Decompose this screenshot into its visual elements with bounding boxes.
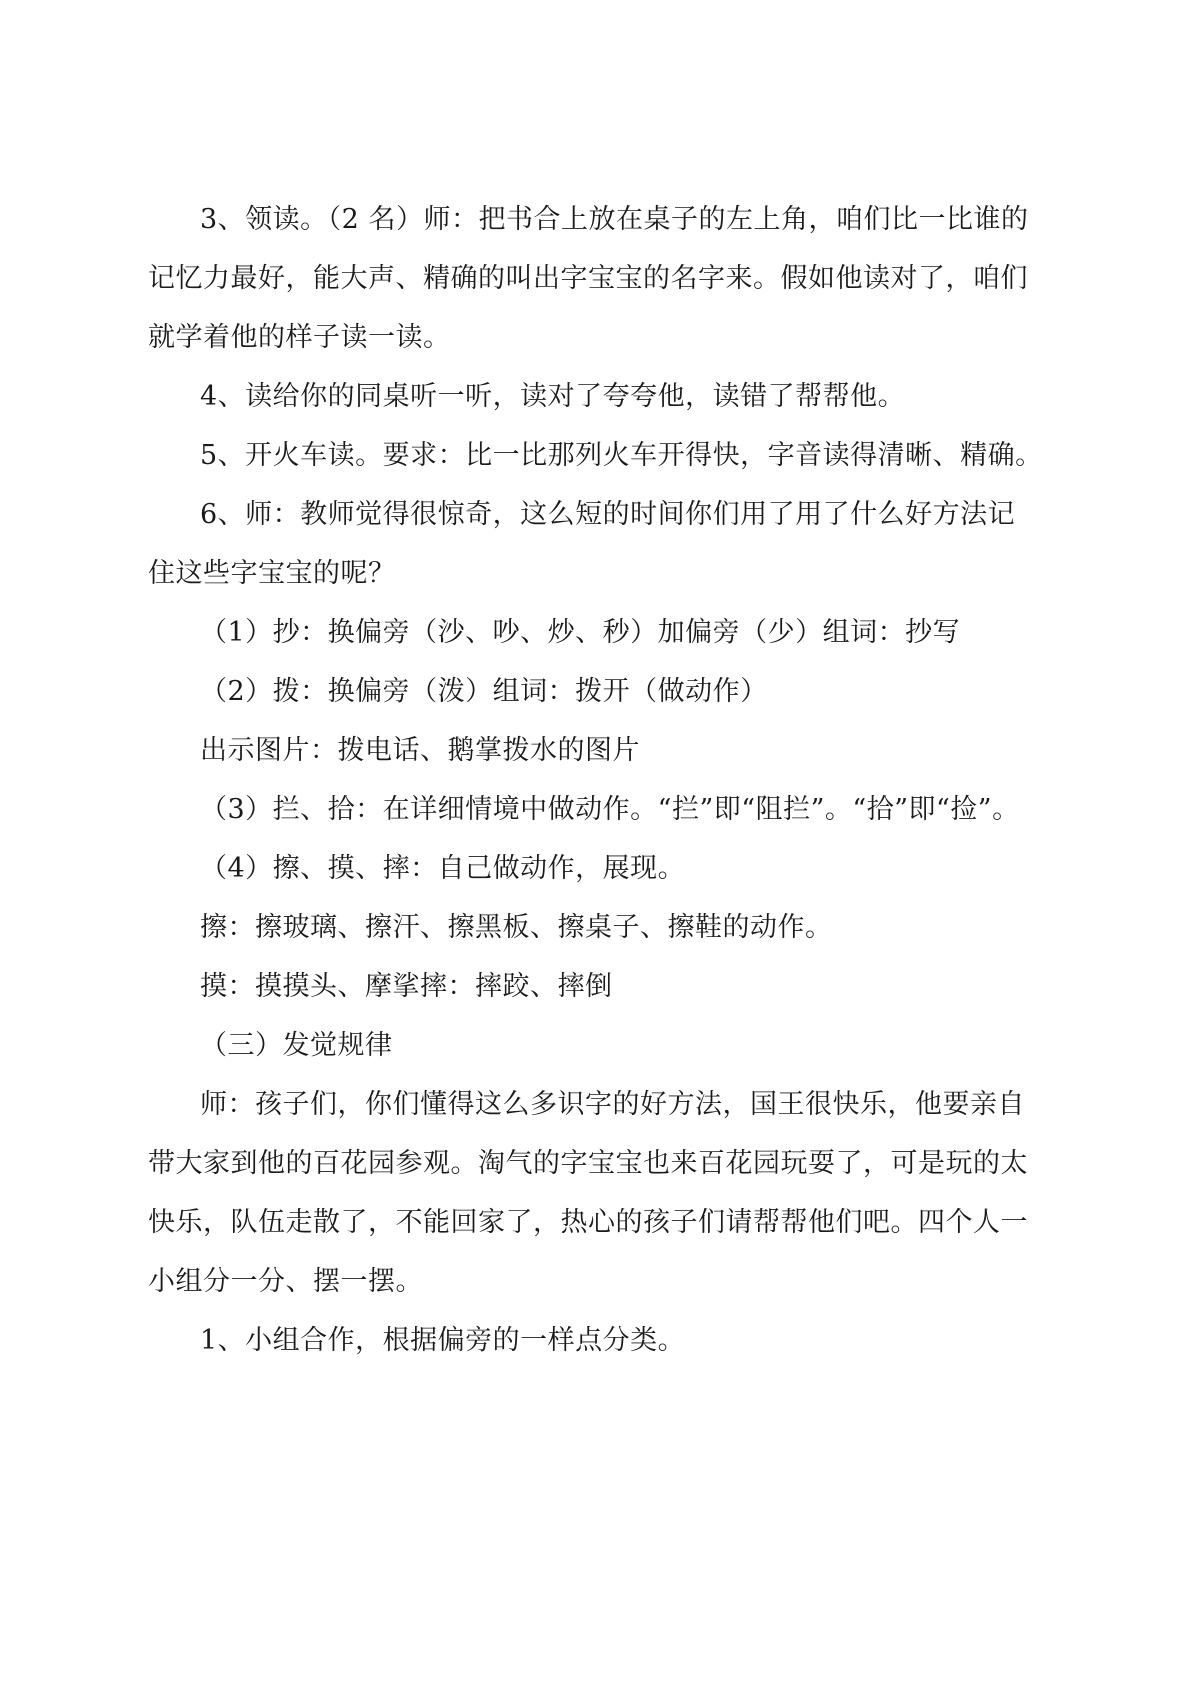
paragraph-line: （1）抄：换偏旁（沙、吵、炒、秒）加偏旁（少）组词：抄写: [200, 617, 961, 648]
paragraph-line: 摸：摸摸头、摩挲摔：摔跤、摔倒: [200, 971, 613, 1002]
paragraph-line: 师：孩子们，你们懂得这么多识字的好方法，国王很快乐，他要亲自: [200, 1089, 1025, 1120]
paragraph-line: （3）拦、拾：在详细情境中做动作。“拦”即“阻拦”。“拾”即“捡”。: [200, 794, 1020, 825]
paragraph-line: 擦：擦玻璃、擦汗、擦黑板、擦桌子、擦鞋的动作。: [200, 912, 833, 943]
paragraph-line: （2）拨：换偏旁（泼）组词：拨开（做动作）: [200, 676, 768, 707]
paragraph-line: 小组分一分、摆一摆。: [148, 1266, 423, 1297]
paragraph-line: 快乐，队伍走散了，不能回家了，热心的孩子们请帮帮他们吧。四个人一: [148, 1207, 1028, 1238]
paragraph-line: 记忆力最好，能大声、精确的叫出字宝宝的名字来。假如他读对了，咱们: [148, 263, 1028, 294]
paragraph-line: （4）擦、摸、摔：自己做动作，展现。: [200, 853, 686, 884]
paragraph-line: 5、开火车读。要求：比一比那列火车开得快，字音读得清晰、精确。: [200, 440, 1043, 471]
paragraph-line: 带大家到他的百花园参观。淘气的字宝宝也来百花园玩耍了，可是玩的太: [148, 1148, 1028, 1179]
paragraph-line: 出示图片：拨电话、鹅掌拨水的图片: [200, 735, 640, 766]
paragraph-line: 3、领读。（2 名）师：把书合上放在桌子的左上角，咱们比一比谁的: [200, 204, 1029, 235]
paragraph-line: 就学着他的样子读一读。: [148, 322, 451, 353]
paragraph-line: 4、读给你的同桌听一听，读对了夸夸他，读错了帮帮他。: [200, 381, 906, 412]
section-heading: （三）发觉规律: [200, 1030, 393, 1061]
paragraph-line: 6、师：教师觉得很惊奇，这么短的时间你们用了用了什么好方法记: [200, 499, 1016, 530]
paragraph-line: 住这些字宝宝的呢？: [148, 558, 396, 589]
paragraph-line: 1、小组合作，根据偏旁的一样点分类。: [200, 1325, 686, 1356]
